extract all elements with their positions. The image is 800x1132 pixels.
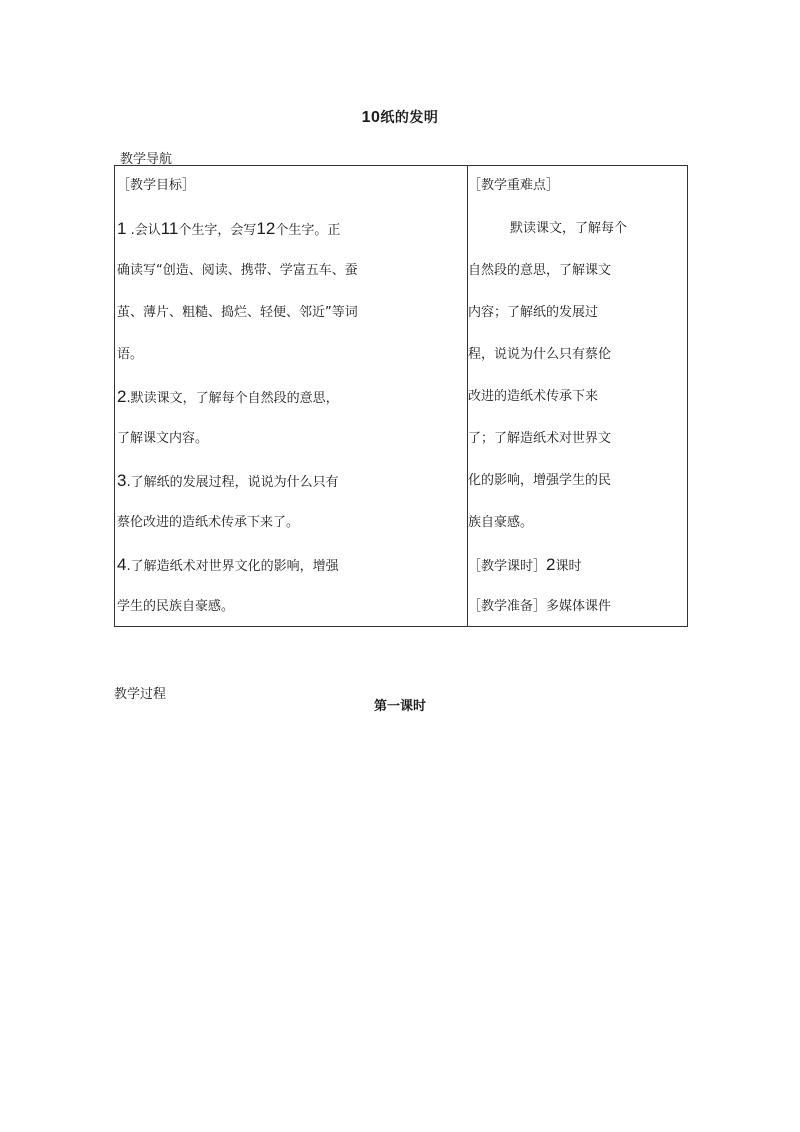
goal-number: 1 (117, 219, 127, 238)
goal-number: 3 (117, 471, 127, 490)
teaching-nav-label: 教学导航 (120, 152, 173, 167)
goals-header: ［教学目标］ (117, 178, 196, 193)
keypoints-line-8: 族自豪感。 (468, 515, 534, 530)
keypoints-line-6: 了；了解造纸术对世界文 (468, 431, 612, 446)
goal-text: 个生字。正 (275, 223, 341, 238)
goal-line-2: 确读写“创造、阅读、携带、学富五车、蚕 (117, 263, 358, 278)
page-title (0, 107, 800, 127)
lesson-number: 10 (361, 109, 381, 126)
keypoints-line-4: 程，说说为什么只有蔡伦 (468, 347, 612, 362)
goal-line-8: 蔡伦改进的造纸术传承下来了。 (117, 515, 300, 530)
goal-count: 11 (160, 219, 179, 238)
goal-text: .会认 (126, 223, 161, 238)
goal-line-9 (117, 555, 339, 577)
keypoints-line-5: 改进的造纸术传承下来 (468, 389, 599, 404)
hours-unit: 课时 (555, 559, 582, 574)
first-lesson-heading: 第一课时 (373, 699, 426, 714)
goal-line-4: 语。 (117, 347, 144, 362)
keypoints-line-1: 默读课文，了解每个 (510, 221, 628, 236)
teaching-hours (468, 555, 582, 577)
goal-text: .默读课文，了解每个自然段的意思， (126, 391, 339, 406)
goal-line-5 (117, 387, 339, 409)
keypoints-line-3: 内容；了解纸的发展过 (468, 305, 599, 320)
teaching-guide-table (114, 165, 688, 627)
goal-number: 4 (117, 555, 127, 574)
teaching-process-label: 教学过程 (114, 687, 167, 702)
goal-line-3: 茧、薄片、粗糙、捣烂、轻便、邻近”等词 (117, 305, 358, 320)
goal-line-1 (117, 219, 340, 241)
teaching-prep: ［教学准备］多媒体课件 (468, 599, 612, 614)
keypoints-header: ［教学重难点］ (468, 178, 560, 193)
goal-text: 个生字，会写 (178, 223, 257, 238)
lesson-title: 纸的发明 (380, 110, 439, 126)
goal-text: .了解纸的发展过程，说说为什么只有 (126, 475, 339, 490)
goal-line-10: 学生的民族自豪感。 (117, 599, 235, 614)
goal-line-6: 了解课文内容。 (117, 431, 209, 446)
keypoints-line-2: 自然段的意思，了解课文 (468, 263, 612, 278)
goal-text: .了解造纸术对世界文化的影响，增强 (126, 559, 339, 574)
goal-number: 2 (117, 387, 127, 406)
hours-label: ［教学课时］ (468, 559, 547, 574)
goal-line-7 (117, 471, 339, 493)
hours-number: 2 (546, 555, 556, 574)
keypoints-line-7: 化的影响，增强学生的民 (468, 473, 612, 488)
goal-count: 12 (256, 219, 276, 238)
